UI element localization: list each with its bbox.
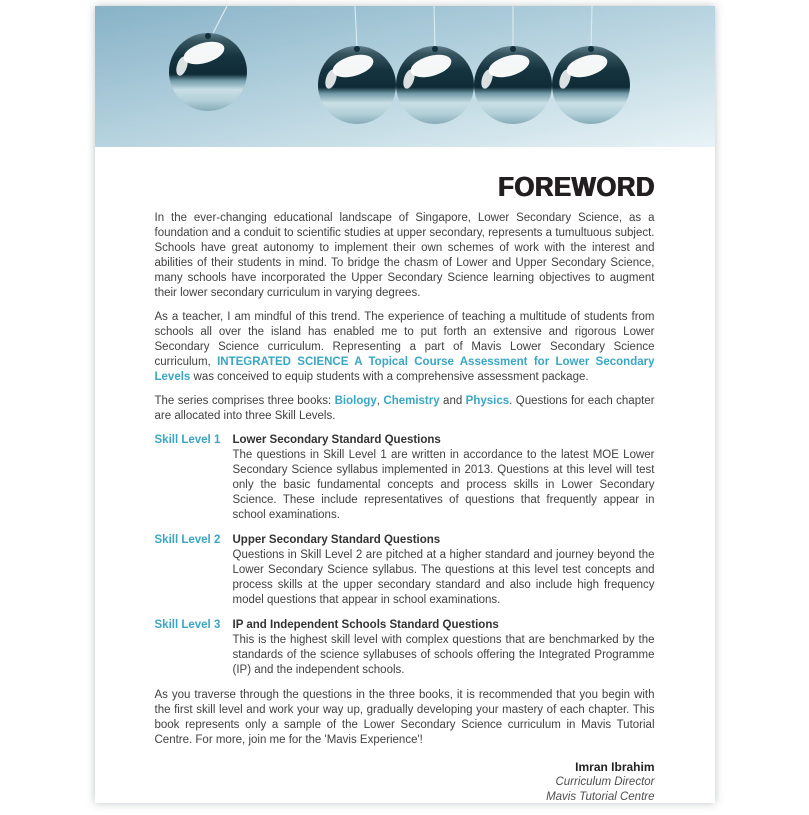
skill-level-3-label: Skill Level 3 bbox=[154, 619, 221, 631]
series-title-highlight: INTEGRATED SCIENCE A Topical Course Assessment for Lower Secondary Levels bbox=[154, 356, 655, 383]
series-paragraph bbox=[155, 394, 655, 424]
foreword-content bbox=[95, 211, 715, 803]
book-physics: Physics bbox=[465, 395, 510, 407]
skill-level-3-section bbox=[155, 618, 655, 678]
trend-text-pre: As a teacher, I am mindful of this trend. The experience of teaching a multitude of students from schools all over the island has enabled me to put forth an extensive and rigorous Lower Secondary Science curriculum. Representing a part of Mavis Lower Secondary Science curriculum, bbox=[154, 311, 655, 368]
skill-level-2-label: Skill Level 2 bbox=[154, 534, 221, 546]
newtons-cradle-illustration bbox=[95, 6, 715, 147]
book-chemistry: Chemistry bbox=[383, 395, 440, 407]
skill-level-1-section bbox=[155, 433, 655, 523]
series-text-post: . Questions for each chapter are allocated into three Skill Levels. bbox=[154, 395, 655, 422]
signature-org: Mavis Tutorial Centre bbox=[546, 791, 655, 803]
skill-level-2-heading: Upper Secondary Standard Questions bbox=[232, 534, 441, 546]
signature-role: Curriculum Director bbox=[555, 776, 655, 788]
page-title: FOREWORD bbox=[497, 171, 655, 202]
skill-level-1-heading: Lower Secondary Standard Questions bbox=[232, 434, 441, 446]
book-biology: Biology bbox=[334, 395, 377, 407]
intro-paragraph: In the ever-changing educational landscape of Singapore, Lower Secondary Science, as a foundation and a conduit to scientific studies at upper secondary, represents a tumultuous subject. Schools have great autonomy to implement their own schemes of work with the interest and abilities of their students in mind. To bridge the chasm of Lower and Upper Secondary Science, many schools have incorporated the Upper Secondary Science learning objectives to augment their lower secondary curriculum in varying degrees. bbox=[154, 212, 655, 299]
series-sep2: and bbox=[439, 395, 466, 407]
trend-paragraph bbox=[155, 310, 655, 385]
skill-level-2-body: Questions in Skill Level 2 are pitched at a higher standard and journey beyond the Lower Secondary Science syllabus. The questions at this level test concepts and process skills at the upper secondary standard and also include high frequency model questions that appear in school examinations. bbox=[232, 549, 655, 606]
skill-level-1-label: Skill Level 1 bbox=[154, 434, 221, 446]
skill-level-3-heading: IP and Independent Schools Standard Questions bbox=[232, 619, 499, 631]
series-sep1: , bbox=[376, 395, 384, 407]
trend-text-post: was conceived to equip students with a comprehensive assessment package. bbox=[190, 371, 589, 383]
skill-level-1-body: The questions in Skill Level 1 are written in accordance to the latest MOE Lower Secondary Science syllabus implemented in 2013. Questions at this level will test only the basic fundamental concepts and process skills in Lower Secondary Science. These include representatives of questions that frequently appear in school examinations. bbox=[232, 449, 655, 521]
closing-paragraph: As you traverse through the questions in the three books, it is recommended that you begin with the first skill level and work your way up, gradually developing your mastery of each chapter. This book represents only a sample of the Lower Secondary Science curriculum in Mavis Tutorial Centre. For more, join me for the 'Mavis Experience'! bbox=[154, 689, 655, 746]
skill-level-2-section bbox=[155, 533, 655, 608]
signature-name: Imran Ibrahim bbox=[575, 760, 655, 774]
series-text-pre: The series comprises three books: bbox=[154, 395, 335, 407]
newtons-cradle-image bbox=[95, 6, 715, 147]
signature-block bbox=[155, 760, 655, 803]
document-page bbox=[95, 6, 715, 803]
skill-level-3-body: This is the highest skill level with complex questions that are benchmarked by the standards of the science syllabuses of schools offering the Integrated Programme (IP) and the independent schools. bbox=[232, 634, 655, 676]
